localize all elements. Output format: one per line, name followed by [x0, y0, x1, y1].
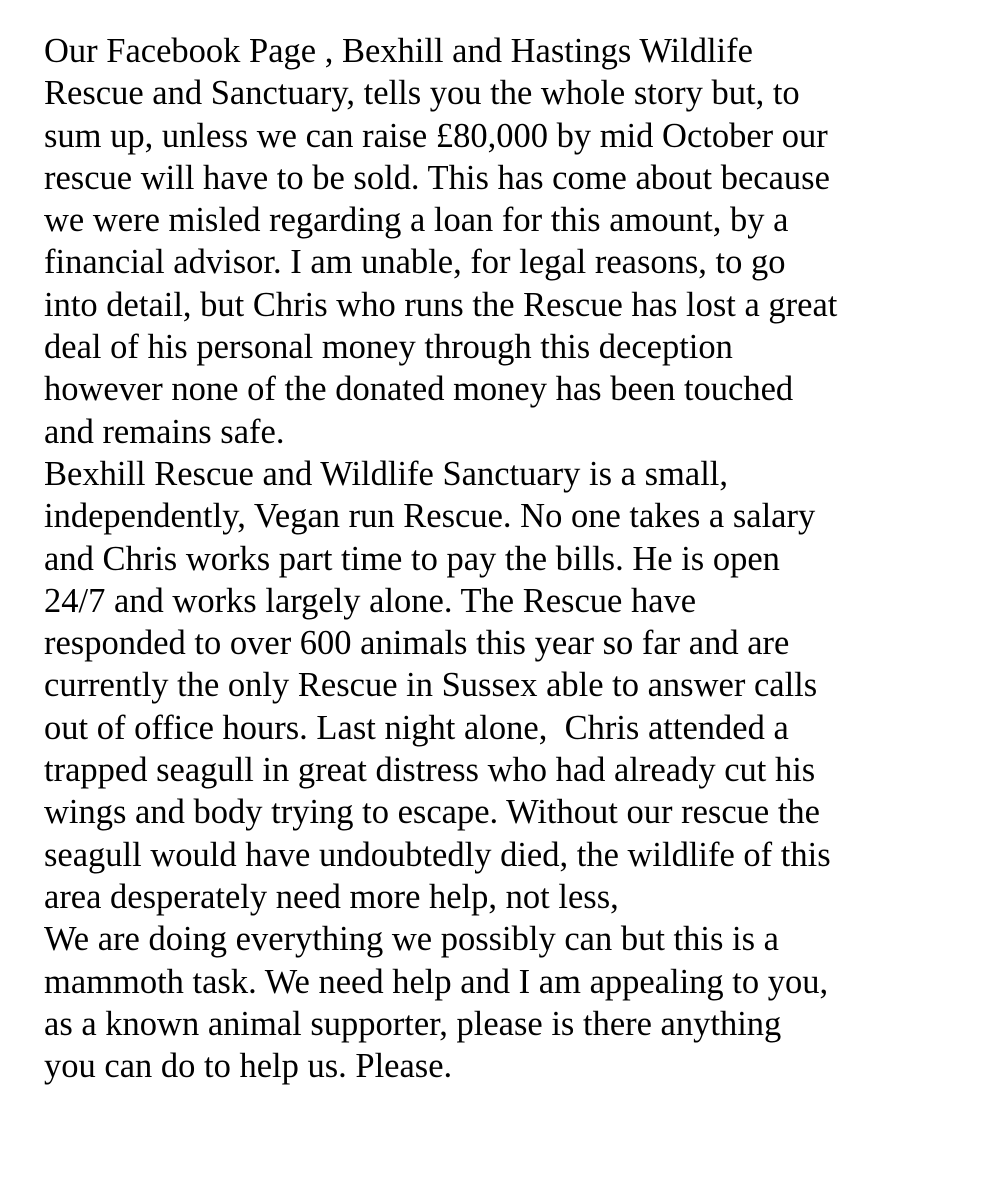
- text-line: sum up, unless we can raise £80,000 by mid October our: [44, 116, 828, 155]
- text-line: seagull would have undoubtedly died, the wildlife of this: [44, 835, 831, 874]
- text-line: trapped seagull in great distress who had already cut his: [44, 751, 816, 790]
- text-line: independently, Vegan run Rescue. No one takes a salary: [44, 497, 816, 536]
- text-line: rescue will have to be sold. This has come about because: [44, 158, 830, 197]
- text-line: responded to over 600 animals this year so far and are: [44, 624, 790, 663]
- text-line: area desperately need more help, not less,: [44, 877, 619, 916]
- text-line: and remains safe.: [44, 412, 285, 451]
- letter-body: [44, 30, 984, 1087]
- text-line: wings and body trying to escape. Without our rescue the: [44, 793, 820, 832]
- text-line: mammoth task. We need help and I am appealing to you,: [44, 962, 829, 1001]
- text-line: deal of his personal money through this deception: [44, 328, 733, 367]
- text-line: as a known animal supporter, please is there anything: [44, 1004, 782, 1043]
- text-line: Bexhill Rescue and Wildlife Sanctuary is a small,: [44, 454, 728, 493]
- text-line: we were misled regarding a loan for this amount, by a: [44, 201, 789, 240]
- text-line: We are doing everything we possibly can but this is a: [44, 920, 779, 959]
- text-line: Rescue and Sanctuary, tells you the whole story but, to: [44, 74, 800, 113]
- text-line: and Chris works part time to pay the bills. He is open: [44, 539, 780, 578]
- text-line: into detail, but Chris who runs the Rescue has lost a great: [44, 285, 838, 324]
- text-line: however none of the donated money has been touched: [44, 370, 794, 409]
- text-line: currently the only Rescue in Sussex able to answer calls: [44, 666, 818, 705]
- text-line: out of office hours. Last night alone, Chris attended a: [44, 708, 789, 747]
- text-line: financial advisor. I am unable, for legal reasons, to go: [44, 243, 786, 282]
- text-line: Our Facebook Page , Bexhill and Hastings Wildlife: [44, 32, 753, 70]
- text-line: 24/7 and works largely alone. The Rescue have: [44, 581, 697, 620]
- text-line: you can do to help us. Please.: [44, 1047, 453, 1086]
